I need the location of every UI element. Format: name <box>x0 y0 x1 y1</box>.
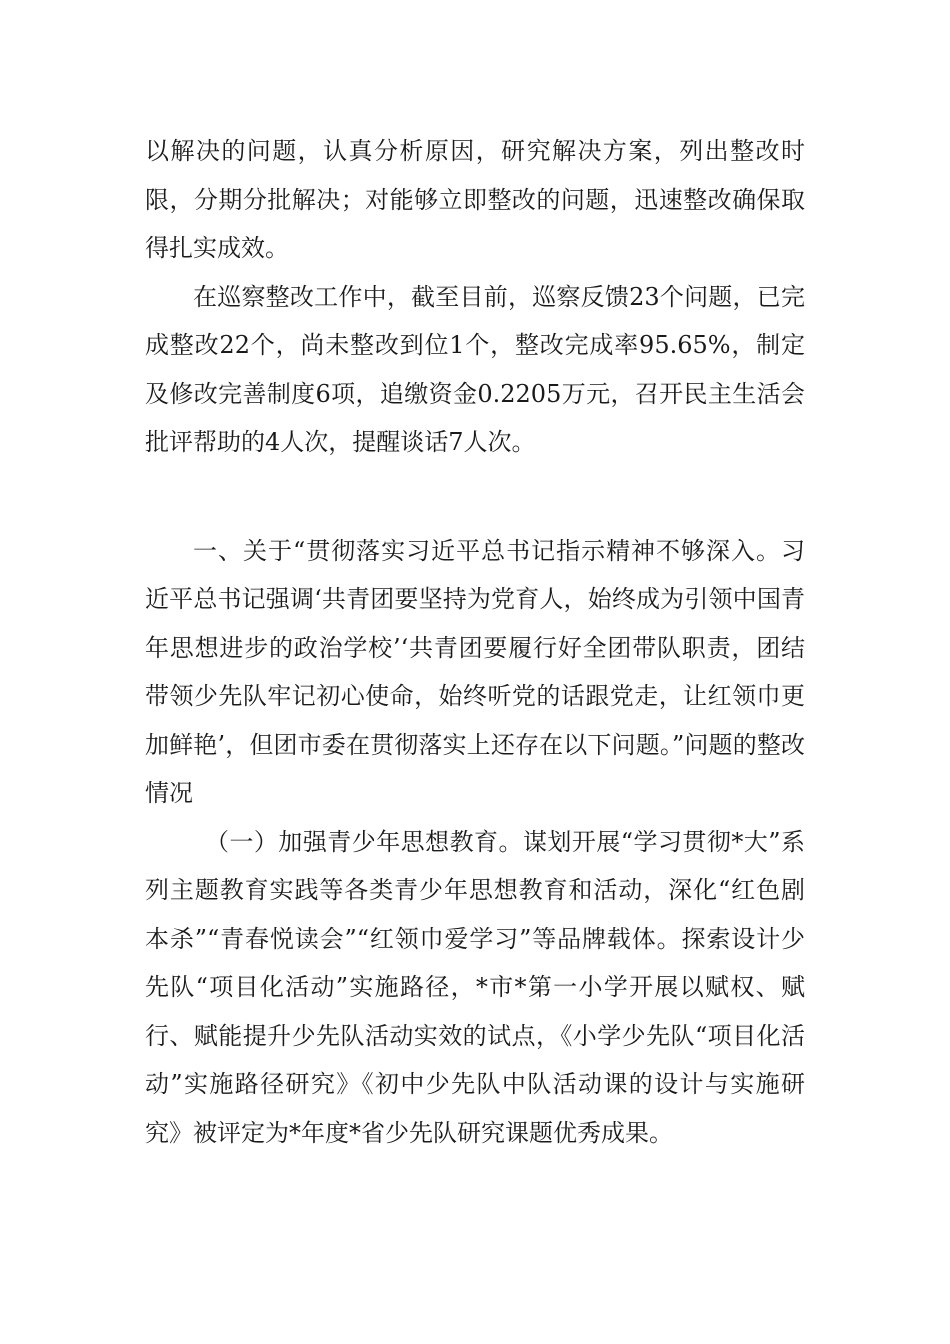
paragraph-subsection-one: （一）加强青少年思想教育。谋划开展“学习贯彻*大”系列主题教育实践等各类青少年思想教育和活动，深化“红色剧本杀”“青春悦读会”“红领巾爱学习”等品牌载体。探索设计少先队“项目化活动”实施路径，*市*第一小学开展以赋权、赋行、赋能提升少先队活动实效的试点，《小学少先队“项目化活动”实施路径研究》《初中少先队中队活动课的设计与实施研究》被评定为*年度*省少先队研究课题优秀成果。 <box>145 827 805 1147</box>
paragraph-continuation: 以解决的问题，认真分析原因，研究解决方案，列出整改时限，分期分批解决；对能够立即整改的问题，迅速整改确保取得扎实成效。 <box>145 137 805 262</box>
document-body <box>145 127 805 1157</box>
paragraph-section-heading: 一、关于“贯彻落实习近平总书记指示精神不够深入。习近平总书记强调‘共青团要坚持为党育人，始终成为引领中国青年思想进步的政治学校’‘共青团要履行好全团带队职责，团结带领少先队牢记初心使命，始终听党的话跟党走，让红领巾更加鲜艳’，但团市委在贯彻落实上还存在以下问题。”问题的整改情况 <box>145 536 805 807</box>
paragraph-statistics: 在巡察整改工作中，截至目前，巡察反馈23个问题，已完成整改22个，尚未整改到位1个，整改完成率95.65%，制定及修改完善制度6项，追缴资金0.2205万元，召开民主生活会批评帮助的4人次，提醒谈话7人次。 <box>145 282 805 456</box>
